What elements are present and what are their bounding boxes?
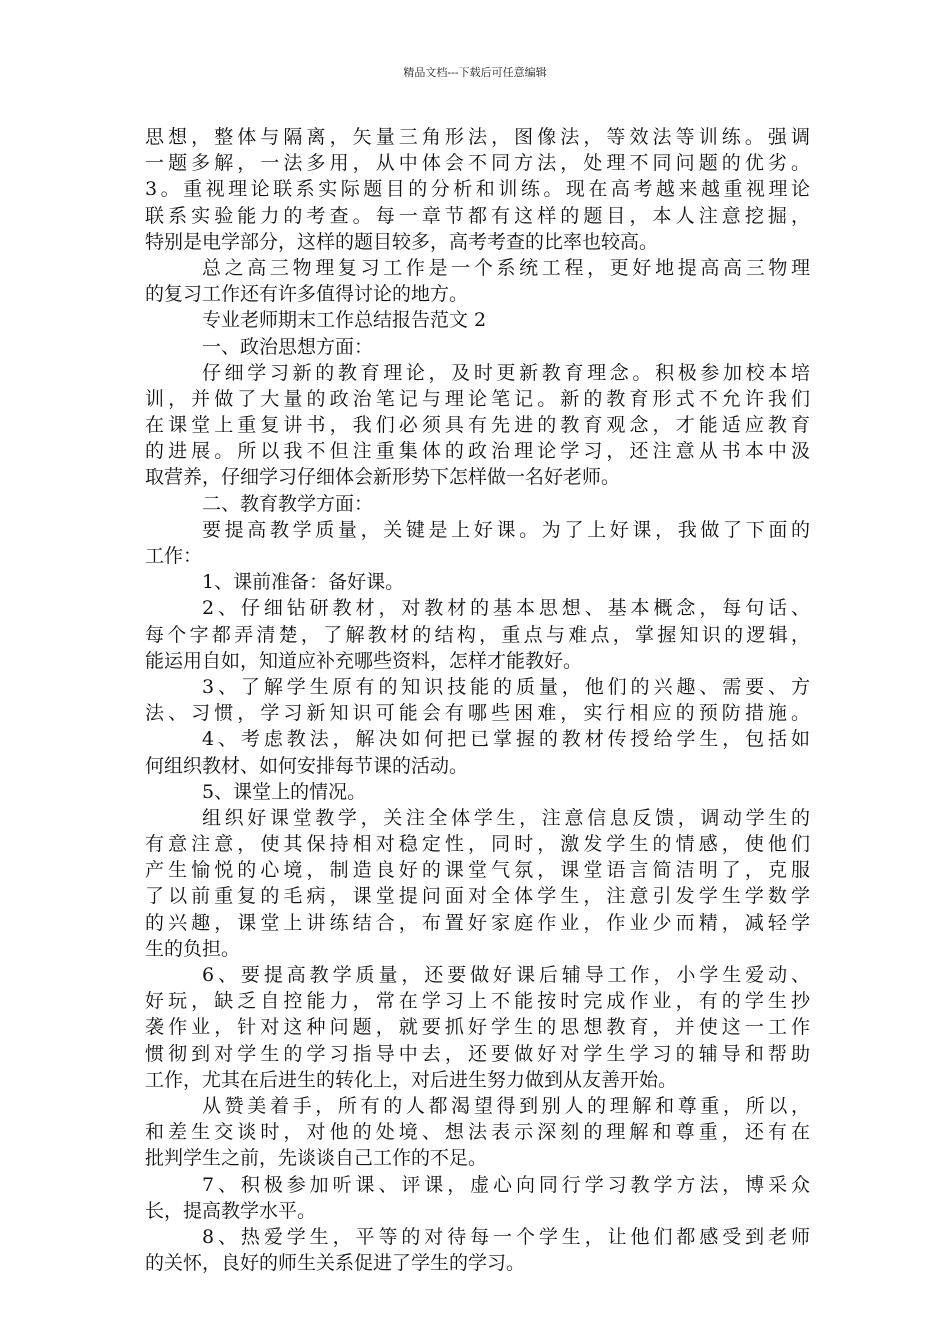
- text-line: 的关怀，良好的师生关系促进了学生的学习。: [145, 1252, 526, 1275]
- text-line: 3。重视理论联系实际题目的分析和训练。现在高考越来越重视理论: [145, 178, 810, 201]
- text-line: 7、积极参加听课、评课，虚心向同行学习教学方法，博采众: [202, 1173, 810, 1196]
- text-line: 每个字都弄清楚，了解教材的结构，重点与难点，掌握知识的逻辑，: [145, 623, 810, 646]
- text-line: 思想，整体与隔离，矢量三角形法，图像法，等效法等训练。强调: [145, 126, 810, 148]
- text-line: 有意注意，使其保持相对稳定性，同时，激发学生的情感，使他们: [145, 833, 810, 856]
- text-line: 2、仔细钻研教材，对教材的基本思想、基本概念，每句话、: [202, 597, 810, 620]
- text-line: 长，提高教学水平。: [145, 1199, 317, 1222]
- text-line: 的兴趣，课堂上讲练结合，布置好家庭作业，作业少而精，减轻学: [145, 911, 810, 934]
- text-line: 6、要提高教学质量，还要做好课后辅导工作，小学生爱动、: [202, 964, 810, 986]
- text-line: 1、课前准备：备好课。: [202, 571, 405, 594]
- text-line: 一、政治思想方面：: [202, 335, 374, 358]
- text-line: 8、热爱学生，平等的对待每一个学生，让他们都感受到老师: [202, 1225, 810, 1248]
- text-line: 和差生交谈时，对他的处境、想法表示深刻的理解和尊重，还有在: [145, 1121, 810, 1144]
- text-line: 专业老师期末工作总结报告范文 2: [202, 309, 487, 332]
- text-line: 3、了解学生原有的知识技能的质量，他们的兴趣、需要、方: [202, 675, 810, 698]
- text-line: 要提高教学质量，关键是上好课。为了上好课，我做了下面的: [202, 518, 810, 541]
- text-line: 训，并做了大量的政治笔记与理论笔记。新的教育形式不允许我们: [145, 387, 810, 410]
- text-line: 仔细学习新的教育理论，及时更新教育理念。积极参加校本培: [202, 361, 810, 384]
- text-line: 从赞美着手，所有的人都渴望得到别人的理解和尊重，所以，: [202, 1094, 810, 1117]
- text-line: 4、考虑教法，解决如何把已掌握的教材传授给学生，包括如: [202, 728, 810, 751]
- page-header: 精品文档---下载后可任意编辑: [403, 66, 547, 79]
- text-line: 法、习惯，学习新知识可能会有哪些困难，实行相应的预防措施。: [145, 702, 810, 725]
- text-line: 工作：: [145, 545, 203, 567]
- text-line: 好玩，缺乏自控能力，常在学习上不能按时完成作业，有的学生抄: [145, 990, 810, 1013]
- text-line: 工作，尤其在后进生的转化上，对后进生努力做到从友善开始。: [145, 1068, 678, 1091]
- text-line: 组织好课堂教学，关注全体学生，注意信息反馈，调动学生的: [202, 806, 810, 829]
- text-line: 总之高三物理复习工作是一个系统工程，更好地提高高三物理: [202, 256, 810, 279]
- text-line: 的进展。所以我不但注重集体的政治理论学习，还注意从书本中汲: [145, 440, 810, 463]
- text-line: 特别是电学部分，这样的题目较多，高考考查的比率也较高。: [145, 230, 659, 253]
- text-line: 一题多解，一法多用，从中体会不同方法，处理不同问题的优劣。: [145, 152, 810, 175]
- text-line: 生的负担。: [145, 937, 241, 960]
- text-line: 能运用自如，知道应补充哪些资料，怎样才能教好。: [145, 649, 583, 672]
- text-line: 在课堂上重复讲书，我们必须具有先进的教育观念，才能适应教育: [145, 414, 810, 437]
- text-line: 二、教育教学方面：: [202, 492, 374, 515]
- text-line: 批判学生之前，先谈谈自己工作的不足。: [145, 1147, 488, 1170]
- text-line: 的复习工作还有许多值得讨论的地方。: [145, 283, 469, 306]
- document-body: [145, 124, 810, 1276]
- text-line: 产生愉悦的心境，制造良好的课堂气氛，课堂语言简洁明了，克服: [145, 859, 810, 882]
- text-line: 取营养，仔细学习仔细体会新形势下怎样做一名好老师。: [145, 466, 621, 489]
- text-line: 何组织教材、如何安排每节课的活动。: [145, 754, 469, 777]
- text-line: 了以前重复的毛病，课堂提问面对全体学生，注意引发学生学数学: [145, 885, 810, 908]
- text-line: 袭作业，针对这种问题，就要抓好学生的思想教育，并使这一工作: [145, 1016, 810, 1039]
- text-line: 联系实验能力的考查。每一章节都有这样的题目，本人注意挖掘，: [145, 204, 810, 227]
- text-line: 惯彻到对学生的学习指导中去，还要做好对学生学习的辅导和帮助: [145, 1042, 810, 1065]
- text-line: 5、课堂上的情况。: [202, 780, 367, 803]
